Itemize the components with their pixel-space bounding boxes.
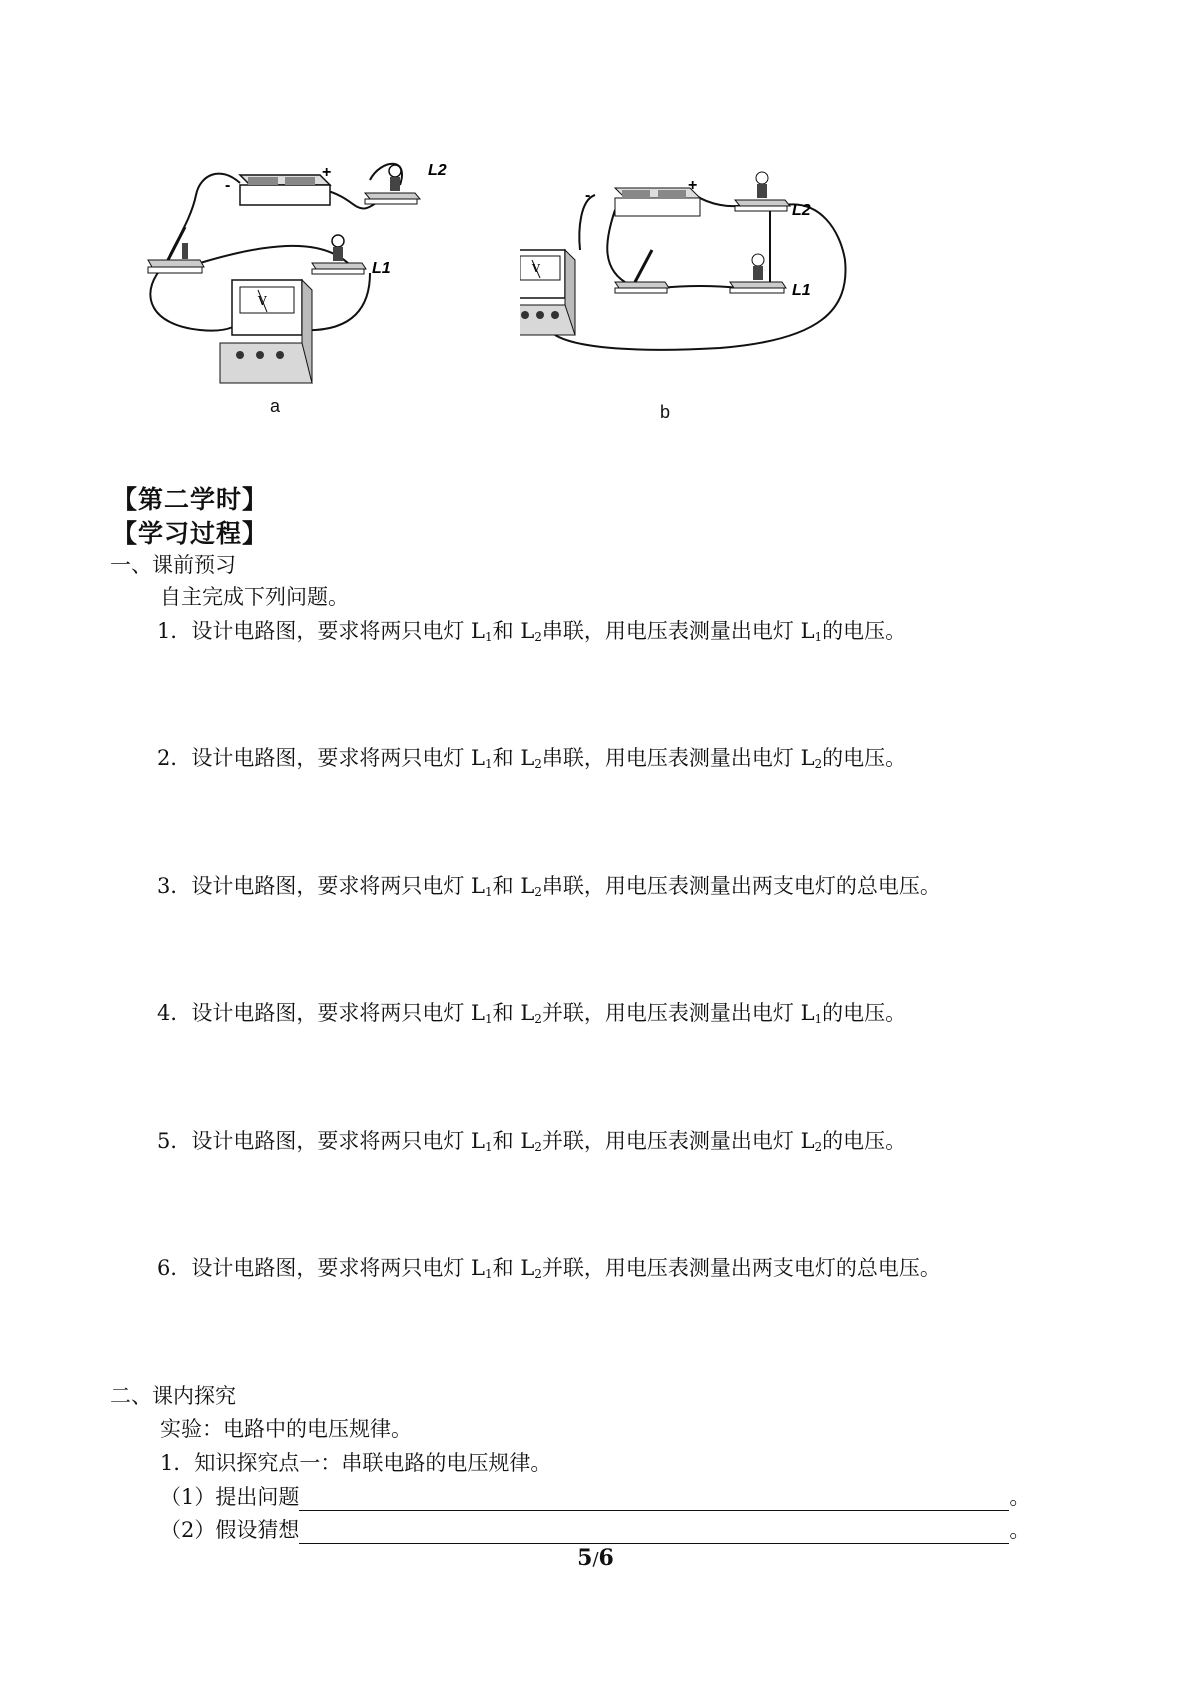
figure-b-plus-label: + <box>688 177 698 194</box>
section2-item1 <box>160 1481 1030 1511</box>
figure-a-meter-letter: V <box>258 294 267 308</box>
question-text: 和 L <box>492 746 535 770</box>
question-text: 并联，用电压表测量出电灯 L <box>541 1001 815 1025</box>
section2-title: 二、课内探究 <box>110 1384 236 1408</box>
question-6 <box>157 1252 941 1282</box>
answer-blank-2[interactable] <box>299 1523 1009 1544</box>
lamp-l1-icon <box>730 254 786 293</box>
subscript: 1 <box>485 1267 493 1281</box>
subscript: 2 <box>534 885 542 899</box>
subscript: 2 <box>534 1140 542 1154</box>
item1-end: 。 <box>1009 1485 1031 1509</box>
subscript: 1 <box>485 630 493 644</box>
question-text: 设计电路图，要求将两只电灯 L <box>191 1256 485 1280</box>
question-text: 和 L <box>492 1256 535 1280</box>
question-text: 的电压。 <box>822 1129 907 1153</box>
section1-intro: 自主完成下列问题。 <box>160 585 349 609</box>
question-text: 设计电路图，要求将两只电灯 L <box>191 874 485 898</box>
question-text: 并联，用电压表测量出电灯 L <box>541 1129 815 1153</box>
subscript: 1 <box>485 885 493 899</box>
subscript: 1 <box>485 757 493 771</box>
figure-a-plus-label: + <box>322 164 332 181</box>
switch-icon <box>615 250 669 293</box>
answer-blank-1[interactable] <box>299 1490 1009 1511</box>
subscript: 2 <box>814 1140 823 1154</box>
question-num: 1． <box>157 619 192 643</box>
subscript: 2 <box>534 1012 542 1026</box>
figure-a-l2-label: L2 <box>428 162 447 179</box>
battery-icon <box>240 175 330 205</box>
figure-b-caption: b <box>660 402 671 422</box>
item1-label: （1）提出问题 <box>160 1485 300 1509</box>
figure-b-meter-letter: V <box>532 262 540 275</box>
process-heading: 【学习过程】 <box>112 519 269 548</box>
voltmeter-icon <box>520 250 575 335</box>
question-text: 设计电路图，要求将两只电灯 L <box>191 746 485 770</box>
question-5 <box>157 1125 906 1155</box>
subscript: 2 <box>534 1267 542 1281</box>
subscript: 1 <box>814 630 823 644</box>
lamp-l2-icon <box>735 172 790 211</box>
circuit-figure-b <box>520 170 910 380</box>
lesson-heading: 【第二学时】 <box>112 485 269 514</box>
subscript: 1 <box>485 1012 493 1026</box>
figure-a-l1-label: L1 <box>372 260 391 277</box>
question-1 <box>157 615 906 645</box>
circuit-figure-a <box>140 155 480 395</box>
question-num: 4． <box>157 1001 192 1025</box>
figure-b-l2-label: L2 <box>792 202 811 219</box>
figure-a-minus-label: - <box>225 177 231 194</box>
subscript: 2 <box>534 630 542 644</box>
question-text: 设计电路图，要求将两只电灯 L <box>191 619 485 643</box>
page-number <box>0 1545 1191 1571</box>
question-text: 的电压。 <box>822 1001 907 1025</box>
question-text: 串联，用电压表测量出两支电灯的总电压。 <box>541 874 941 898</box>
question-text: 串联，用电压表测量出电灯 L <box>541 619 815 643</box>
switch-icon <box>148 227 204 273</box>
question-text: 的电压。 <box>822 619 907 643</box>
page-current: 5 <box>577 1545 593 1571</box>
section2-point1: 1．知识探究点一：串联电路的电压规律。 <box>160 1451 552 1475</box>
subscript: 1 <box>485 1140 493 1154</box>
figure-a-caption: a <box>270 396 281 416</box>
question-text: 并联，用电压表测量出两支电灯的总电压。 <box>541 1256 941 1280</box>
section1-title: 一、课前预习 <box>110 553 236 577</box>
item2-label: （2）假设猜想 <box>160 1518 300 1542</box>
section2-experiment: 实验：电路中的电压规律。 <box>160 1417 412 1441</box>
page-total: 6 <box>598 1545 614 1571</box>
question-text: 串联，用电压表测量出电灯 L <box>541 746 815 770</box>
question-num: 2． <box>157 746 192 770</box>
figure-b-minus-label: - <box>585 187 591 204</box>
question-text: 设计电路图，要求将两只电灯 L <box>191 1129 485 1153</box>
question-3 <box>157 870 941 900</box>
question-num: 6． <box>157 1256 192 1280</box>
question-text: 和 L <box>492 1001 535 1025</box>
page-separator: / <box>592 1549 599 1570</box>
question-num: 5． <box>157 1129 192 1153</box>
subscript: 2 <box>534 757 542 771</box>
figure-b-l1-label: L1 <box>792 282 811 299</box>
question-4 <box>157 997 906 1027</box>
question-num: 3． <box>157 874 192 898</box>
question-text: 和 L <box>492 1129 535 1153</box>
section2-item2 <box>160 1514 1030 1544</box>
item2-end: 。 <box>1009 1518 1031 1542</box>
question-text: 设计电路图，要求将两只电灯 L <box>191 1001 485 1025</box>
question-text: 和 L <box>492 874 535 898</box>
lamp-l2-icon <box>365 165 420 204</box>
question-2 <box>157 742 906 772</box>
question-text: 的电压。 <box>822 746 907 770</box>
lamp-l1-icon <box>312 235 366 274</box>
subscript: 2 <box>814 757 823 771</box>
question-text: 和 L <box>492 619 535 643</box>
subscript: 1 <box>814 1012 823 1026</box>
